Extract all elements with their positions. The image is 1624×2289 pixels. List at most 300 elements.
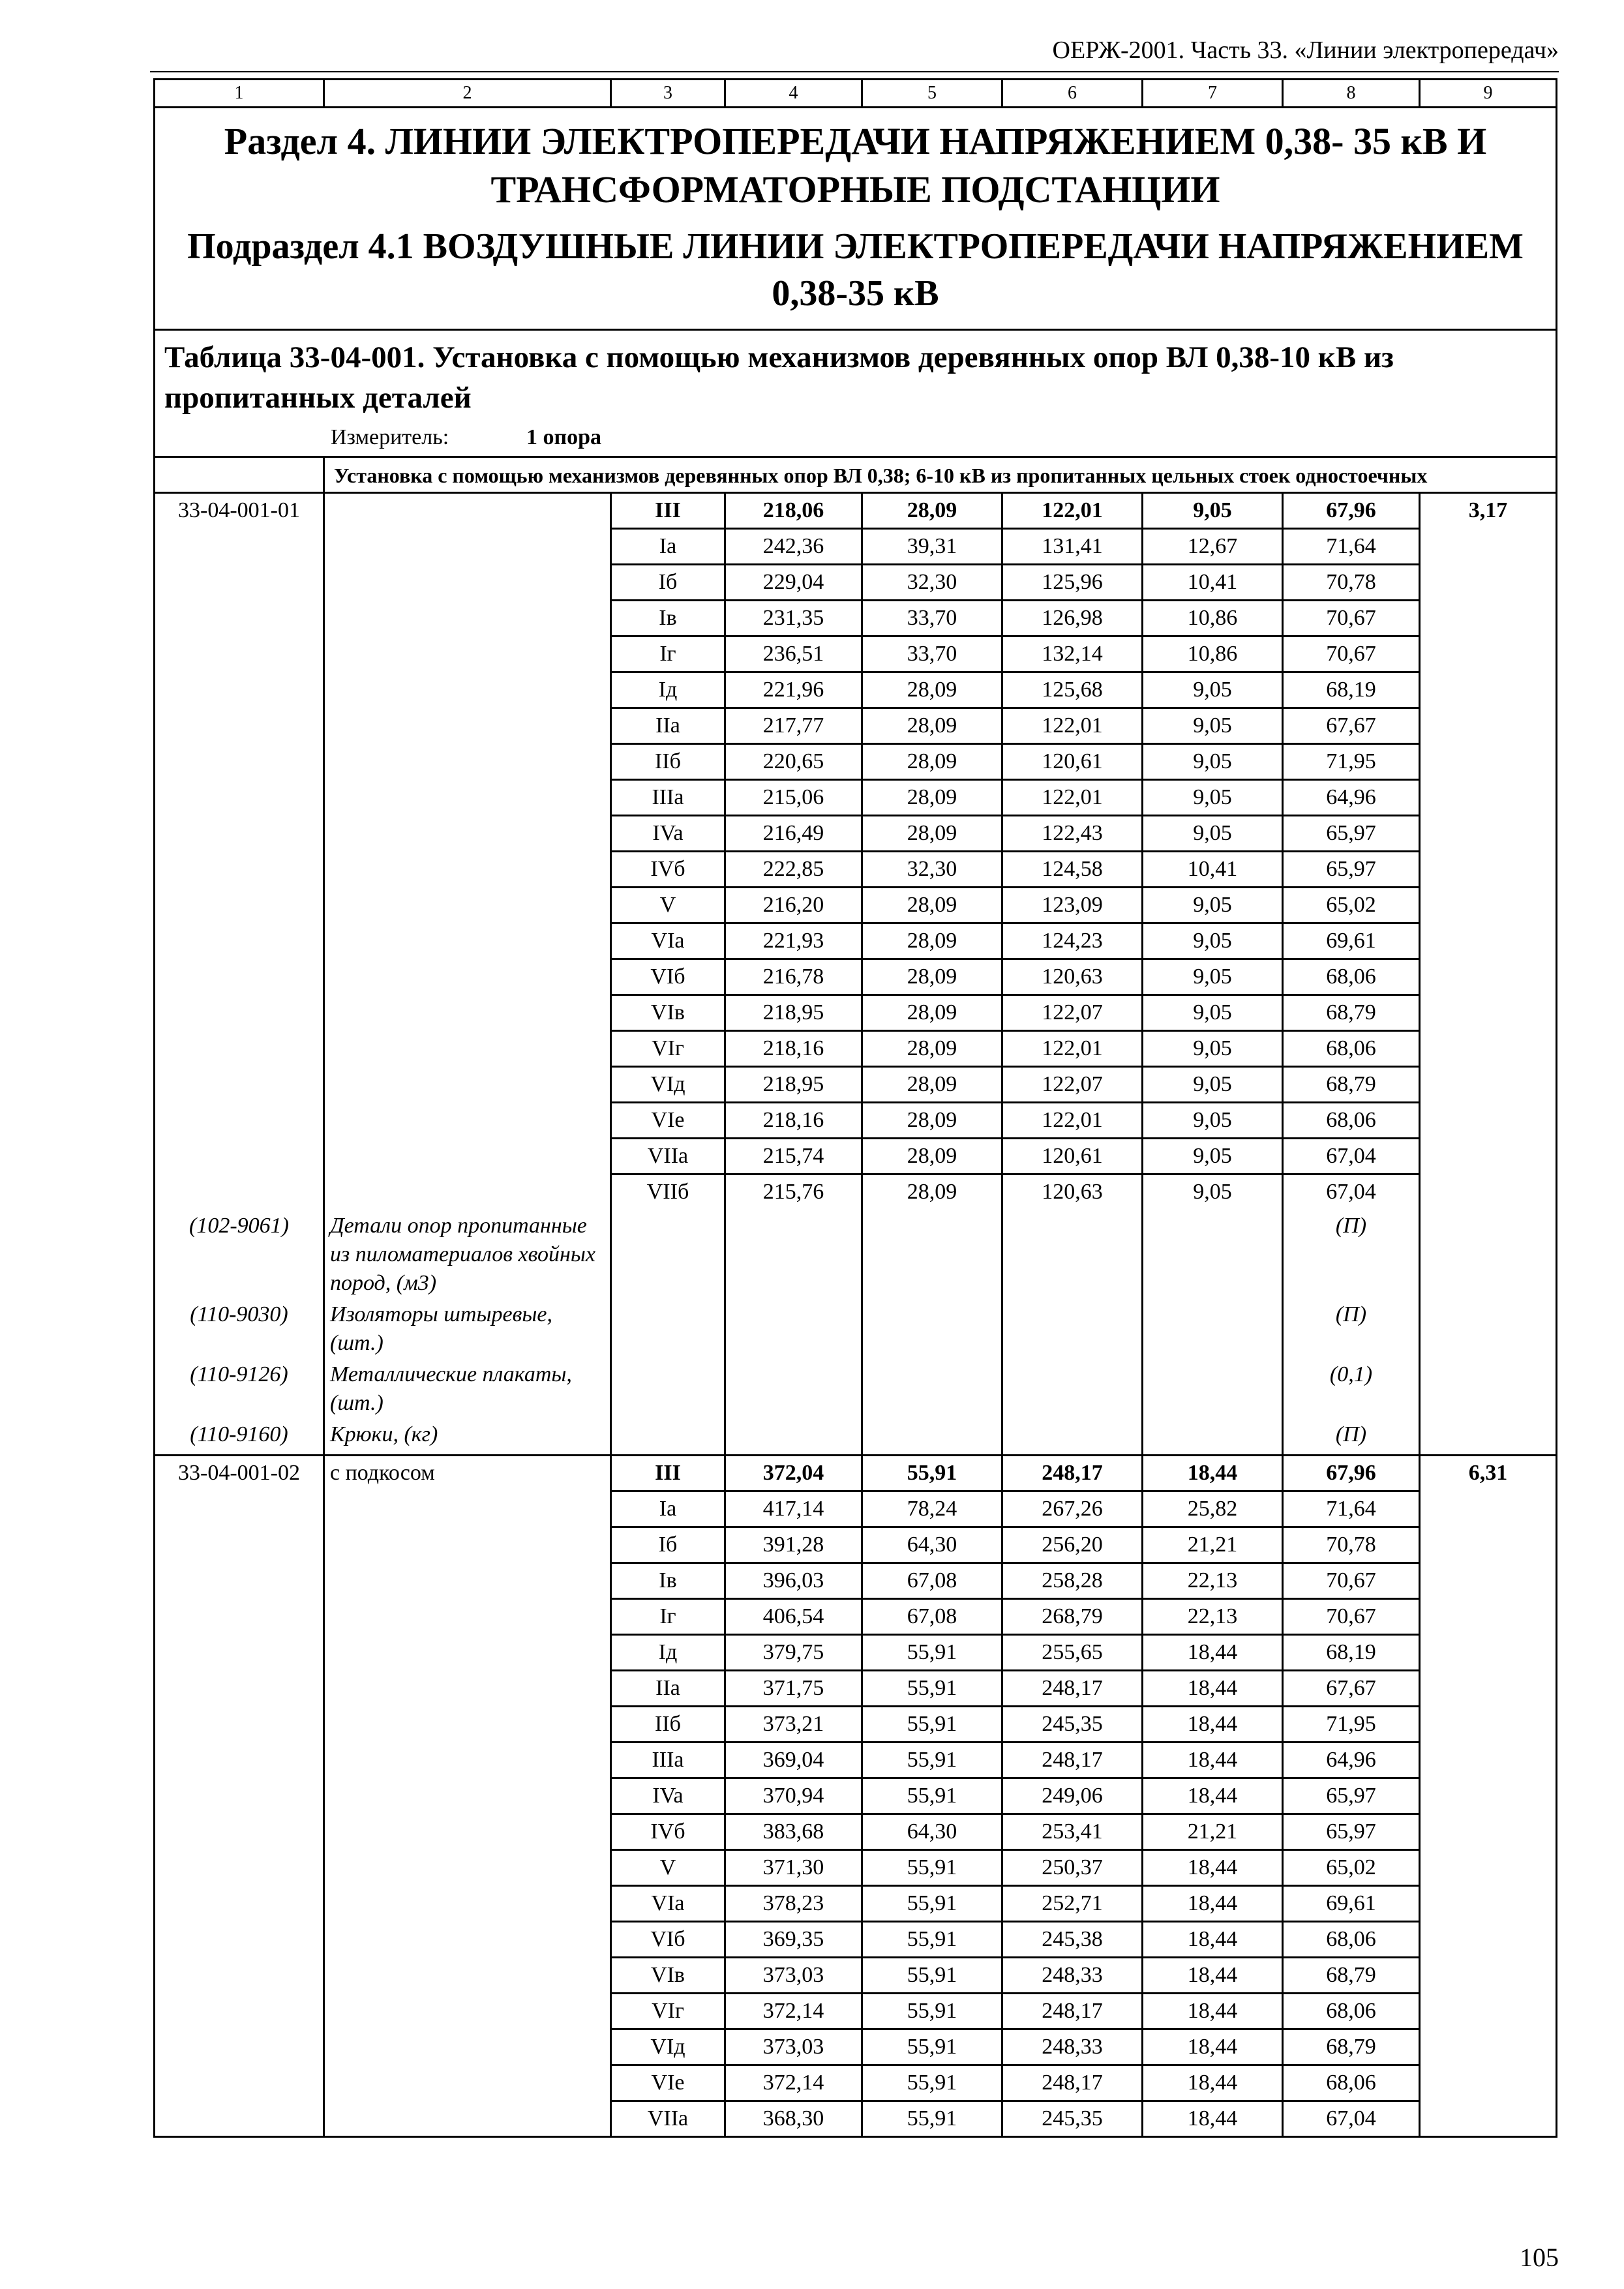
rate-name-cell bbox=[324, 959, 611, 995]
zone-label: Ia bbox=[611, 1491, 725, 1527]
rate-value: 248,17 bbox=[1002, 1743, 1143, 1778]
empty-cell bbox=[1143, 1418, 1283, 1456]
material-code: (110-9126) bbox=[155, 1358, 324, 1418]
measure-label: Измеритель: bbox=[331, 425, 449, 449]
rate-value: 231,35 bbox=[725, 601, 862, 636]
column-number: 9 bbox=[1420, 80, 1557, 108]
rate-value: 9,05 bbox=[1143, 888, 1283, 923]
rate-value: 71,64 bbox=[1283, 1491, 1420, 1527]
rate-code-cell bbox=[155, 995, 324, 1031]
rate-value: 245,35 bbox=[1002, 2101, 1143, 2137]
rate-code-cell bbox=[155, 959, 324, 995]
rate-value: 369,04 bbox=[725, 1743, 862, 1778]
rate-value: 221,96 bbox=[725, 672, 862, 708]
zone-label: VIд bbox=[611, 2029, 725, 2065]
column-number: 6 bbox=[1002, 80, 1143, 108]
table-row bbox=[155, 1491, 1557, 1527]
rate-code-cell bbox=[155, 1103, 324, 1139]
rate-value: 255,65 bbox=[1002, 1635, 1143, 1671]
zone-label: Iв bbox=[611, 1563, 725, 1599]
table-row bbox=[155, 1174, 1557, 1210]
rate-value: 67,67 bbox=[1283, 1671, 1420, 1707]
rate-value: 256,20 bbox=[1002, 1527, 1143, 1563]
zone-label: VIг bbox=[611, 1994, 725, 2029]
labor-cell bbox=[1420, 995, 1557, 1031]
labor-cell bbox=[1420, 816, 1557, 852]
empty-cell bbox=[1420, 1418, 1557, 1456]
table-row bbox=[155, 888, 1557, 923]
rate-value: 248,17 bbox=[1002, 2065, 1143, 2101]
rate-value: 218,16 bbox=[725, 1031, 862, 1067]
rate-code-cell bbox=[155, 1527, 324, 1563]
rate-value: 25,82 bbox=[1143, 1491, 1283, 1527]
rate-value: 55,91 bbox=[862, 1671, 1002, 1707]
rate-value: 18,44 bbox=[1143, 2029, 1283, 2065]
rate-value: 28,09 bbox=[862, 995, 1002, 1031]
rate-value: 126,98 bbox=[1002, 601, 1143, 636]
rate-value: 18,44 bbox=[1143, 1635, 1283, 1671]
rate-value: 215,06 bbox=[725, 780, 862, 816]
rate-code-cell bbox=[155, 2065, 324, 2101]
rate-value: 122,01 bbox=[1002, 1031, 1143, 1067]
rate-name-cell bbox=[324, 1103, 611, 1139]
labor-cell bbox=[1420, 672, 1557, 708]
rate-value: 9,05 bbox=[1143, 672, 1283, 708]
table-row bbox=[155, 1743, 1557, 1778]
rate-value: 122,07 bbox=[1002, 1067, 1143, 1103]
rate-value: 68,19 bbox=[1283, 672, 1420, 708]
rate-value: 245,35 bbox=[1002, 1707, 1143, 1743]
rate-value: 120,61 bbox=[1002, 1139, 1143, 1174]
table-row bbox=[155, 780, 1557, 816]
rate-name-cell bbox=[324, 1850, 611, 1886]
empty-cell bbox=[1002, 1298, 1143, 1358]
rate-value: 125,96 bbox=[1002, 565, 1143, 601]
rate-code-cell bbox=[155, 852, 324, 888]
table-row bbox=[155, 744, 1557, 780]
zone-label: IIIa bbox=[611, 1743, 725, 1778]
column-number: 4 bbox=[725, 80, 862, 108]
labor-cell bbox=[1420, 1635, 1557, 1671]
rate-code-cell bbox=[155, 1491, 324, 1527]
table-title-row bbox=[155, 330, 1557, 457]
material-code: (110-9030) bbox=[155, 1298, 324, 1358]
zone-label: VIa bbox=[611, 923, 725, 959]
table-row bbox=[155, 1958, 1557, 1994]
rate-value: 68,79 bbox=[1283, 1067, 1420, 1103]
material-code: (110-9160) bbox=[155, 1418, 324, 1456]
rate-value: 28,09 bbox=[862, 1031, 1002, 1067]
rate-value: 64,30 bbox=[862, 1527, 1002, 1563]
rate-name-cell bbox=[324, 1031, 611, 1067]
table-row bbox=[155, 1671, 1557, 1707]
rate-value: 131,41 bbox=[1002, 529, 1143, 565]
rate-value: 18,44 bbox=[1143, 1671, 1283, 1707]
rate-value: 67,96 bbox=[1283, 493, 1420, 529]
rate-name-cell bbox=[324, 2065, 611, 2101]
table-row bbox=[155, 672, 1557, 708]
material-name: Изоляторы штыревые, (шт.) bbox=[324, 1298, 611, 1358]
zone-label: V bbox=[611, 1850, 725, 1886]
measure-value: 1 опора bbox=[526, 425, 601, 449]
zone-label: IIa bbox=[611, 708, 725, 744]
rate-value: 391,28 bbox=[725, 1527, 862, 1563]
rate-value: 120,63 bbox=[1002, 959, 1143, 995]
rate-value: 68,06 bbox=[1283, 1994, 1420, 2029]
rate-name-cell bbox=[324, 601, 611, 636]
rate-value: 383,68 bbox=[725, 1814, 862, 1850]
labor-cell bbox=[1420, 708, 1557, 744]
rate-value: 18,44 bbox=[1143, 1850, 1283, 1886]
rate-value: 67,08 bbox=[862, 1563, 1002, 1599]
rate-value: 55,91 bbox=[862, 1994, 1002, 2029]
rate-value: 64,96 bbox=[1283, 780, 1420, 816]
rate-value: 372,04 bbox=[725, 1456, 862, 1491]
rate-code-cell bbox=[155, 1635, 324, 1671]
zone-label: Ia bbox=[611, 529, 725, 565]
rate-code-cell bbox=[155, 565, 324, 601]
zone-label: Iб bbox=[611, 565, 725, 601]
rate-value: 65,02 bbox=[1283, 888, 1420, 923]
table-title: Таблица 33-04-001. Установка с помощью механизмов деревянных опор ВЛ 0,38-10 кВ из пропитанных деталей bbox=[164, 340, 1394, 415]
rate-value: 373,03 bbox=[725, 1958, 862, 1994]
rate-value: 123,09 bbox=[1002, 888, 1143, 923]
material-row bbox=[155, 1358, 1557, 1418]
rate-value: 70,78 bbox=[1283, 565, 1420, 601]
rate-code-cell bbox=[155, 1563, 324, 1599]
rate-value: 55,91 bbox=[862, 1958, 1002, 1994]
rate-value: 122,01 bbox=[1002, 493, 1143, 529]
zone-label: VIa bbox=[611, 1886, 725, 1922]
subtitle-spacer bbox=[155, 457, 324, 493]
rate-value: 33,70 bbox=[862, 601, 1002, 636]
table-row bbox=[155, 601, 1557, 636]
zone-label: VIIa bbox=[611, 2101, 725, 2137]
column-number: 2 bbox=[324, 80, 611, 108]
rate-value: 18,44 bbox=[1143, 1707, 1283, 1743]
rate-value: 236,51 bbox=[725, 636, 862, 672]
rate-value: 378,23 bbox=[725, 1886, 862, 1922]
subtitle-row bbox=[155, 457, 1557, 493]
rate-value: 21,21 bbox=[1143, 1527, 1283, 1563]
labor-cell bbox=[1420, 1814, 1557, 1850]
rate-value: 18,44 bbox=[1143, 1456, 1283, 1491]
rate-value: 216,20 bbox=[725, 888, 862, 923]
labor-cell bbox=[1420, 1031, 1557, 1067]
table-row bbox=[155, 1778, 1557, 1814]
labor-cell bbox=[1420, 1527, 1557, 1563]
rate-name-cell bbox=[324, 529, 611, 565]
rate-value: 9,05 bbox=[1143, 744, 1283, 780]
rate-value: 267,26 bbox=[1002, 1491, 1143, 1527]
table-row bbox=[155, 1527, 1557, 1563]
rate-name-cell bbox=[324, 923, 611, 959]
rate-name-cell bbox=[324, 1527, 611, 1563]
rate-value: 217,77 bbox=[725, 708, 862, 744]
rate-value: 12,67 bbox=[1143, 529, 1283, 565]
table-row bbox=[155, 1886, 1557, 1922]
rate-value: 28,09 bbox=[862, 888, 1002, 923]
rate-code-cell bbox=[155, 672, 324, 708]
rate-value: 78,24 bbox=[862, 1491, 1002, 1527]
empty-cell bbox=[1002, 1358, 1143, 1418]
labor-cell bbox=[1420, 636, 1557, 672]
section-header-row bbox=[155, 108, 1557, 330]
rate-value: 70,67 bbox=[1283, 1599, 1420, 1635]
material-name: Детали опор пропитанные из пиломатериалов хвойных пород, (м3) bbox=[324, 1209, 611, 1298]
rate-value: 28,09 bbox=[862, 1103, 1002, 1139]
rate-value: 10,86 bbox=[1143, 601, 1283, 636]
table-row bbox=[155, 1922, 1557, 1958]
material-value: (0,1) bbox=[1283, 1358, 1420, 1418]
rate-value: 218,06 bbox=[725, 493, 862, 529]
rate-code: 33-04-001-02 bbox=[155, 1456, 324, 1491]
table-row bbox=[155, 1814, 1557, 1850]
labor-cell bbox=[1420, 1886, 1557, 1922]
rate-value: 28,09 bbox=[862, 959, 1002, 995]
rate-value: 55,91 bbox=[862, 1456, 1002, 1491]
zone-label: Iг bbox=[611, 636, 725, 672]
rate-code-cell bbox=[155, 1599, 324, 1635]
rate-value: 124,23 bbox=[1002, 923, 1143, 959]
rate-name-cell bbox=[324, 1599, 611, 1635]
rate-code-cell bbox=[155, 1778, 324, 1814]
zone-label: VIд bbox=[611, 1067, 725, 1103]
labor-cell bbox=[1420, 1599, 1557, 1635]
rate-value: 68,19 bbox=[1283, 1635, 1420, 1671]
rate-value: 9,05 bbox=[1143, 780, 1283, 816]
rate-code-cell bbox=[155, 1850, 324, 1886]
rate-name-cell bbox=[324, 1635, 611, 1671]
rate-name-cell bbox=[324, 888, 611, 923]
rate-value: 18,44 bbox=[1143, 1743, 1283, 1778]
rate-name-cell bbox=[324, 1778, 611, 1814]
rates-table bbox=[153, 78, 1557, 2138]
empty-cell bbox=[1143, 1298, 1283, 1358]
rate-value: 248,17 bbox=[1002, 1456, 1143, 1491]
table-row bbox=[155, 1635, 1557, 1671]
table-row bbox=[155, 1067, 1557, 1103]
rate-value: 369,35 bbox=[725, 1922, 862, 1958]
labor-cell bbox=[1420, 1103, 1557, 1139]
measure-line bbox=[164, 423, 1546, 452]
table-row bbox=[155, 2101, 1557, 2137]
table-row bbox=[155, 1850, 1557, 1886]
empty-cell bbox=[611, 1358, 725, 1418]
rate-value: 65,97 bbox=[1283, 1814, 1420, 1850]
rate-value: 268,79 bbox=[1002, 1599, 1143, 1635]
rate-value: 9,05 bbox=[1143, 708, 1283, 744]
page-number: 105 bbox=[1520, 2243, 1559, 2272]
rate-value: 55,91 bbox=[862, 1707, 1002, 1743]
zone-label: Iд bbox=[611, 672, 725, 708]
rate-value: 220,65 bbox=[725, 744, 862, 780]
labor-cell bbox=[1420, 1778, 1557, 1814]
rate-value: 28,09 bbox=[862, 923, 1002, 959]
rate-value: 372,14 bbox=[725, 2065, 862, 2101]
rate-value: 9,05 bbox=[1143, 493, 1283, 529]
rate-value: 371,75 bbox=[725, 1671, 862, 1707]
rate-name-cell bbox=[324, 816, 611, 852]
empty-cell bbox=[862, 1209, 1002, 1298]
rate-value: 253,41 bbox=[1002, 1814, 1143, 1850]
rate-value: 69,61 bbox=[1283, 1886, 1420, 1922]
rate-code-cell bbox=[155, 780, 324, 816]
rate-value: 22,13 bbox=[1143, 1599, 1283, 1635]
rate-value: 65,02 bbox=[1283, 1850, 1420, 1886]
rate-value: 70,67 bbox=[1283, 601, 1420, 636]
table-row bbox=[155, 923, 1557, 959]
table-row bbox=[155, 708, 1557, 744]
rate-value: 18,44 bbox=[1143, 1886, 1283, 1922]
rate-code-cell bbox=[155, 744, 324, 780]
material-value: (П) bbox=[1283, 1298, 1420, 1358]
rate-value: 122,01 bbox=[1002, 780, 1143, 816]
rate-value: 10,86 bbox=[1143, 636, 1283, 672]
zone-label: Iб bbox=[611, 1527, 725, 1563]
zone-label: VIб bbox=[611, 1922, 725, 1958]
labor-cell bbox=[1420, 1563, 1557, 1599]
rate-value: 122,01 bbox=[1002, 1103, 1143, 1139]
rate-code-cell bbox=[155, 708, 324, 744]
column-number: 7 bbox=[1143, 80, 1283, 108]
table-row bbox=[155, 2065, 1557, 2101]
rate-name-cell bbox=[324, 1886, 611, 1922]
rate-value: 28,09 bbox=[862, 1139, 1002, 1174]
empty-cell bbox=[862, 1358, 1002, 1418]
rate-value: 33,70 bbox=[862, 636, 1002, 672]
labor-cell bbox=[1420, 1958, 1557, 1994]
rate-code-cell bbox=[155, 601, 324, 636]
zone-label: VIг bbox=[611, 1031, 725, 1067]
rate-value: 69,61 bbox=[1283, 923, 1420, 959]
labor-cell bbox=[1420, 1067, 1557, 1103]
material-name: Крюки, (кг) bbox=[324, 1418, 611, 1456]
rate-name-cell bbox=[324, 1671, 611, 1707]
rate-value: 68,06 bbox=[1283, 2065, 1420, 2101]
table-row bbox=[155, 1599, 1557, 1635]
rate-code-cell bbox=[155, 1922, 324, 1958]
rate-value: 18,44 bbox=[1143, 2101, 1283, 2137]
rate-code-cell bbox=[155, 923, 324, 959]
rate-name-cell bbox=[324, 1814, 611, 1850]
rate-value: 18,44 bbox=[1143, 1778, 1283, 1814]
rate-value: 10,41 bbox=[1143, 565, 1283, 601]
table-title-cell bbox=[155, 330, 1557, 457]
empty-cell bbox=[611, 1209, 725, 1298]
rate-value: 68,06 bbox=[1283, 1922, 1420, 1958]
empty-cell bbox=[1420, 1358, 1557, 1418]
rate-value: 65,97 bbox=[1283, 1778, 1420, 1814]
rate-code-cell bbox=[155, 1958, 324, 1994]
rate-value: 258,28 bbox=[1002, 1563, 1143, 1599]
zone-label: Iг bbox=[611, 1599, 725, 1635]
rate-value: 372,14 bbox=[725, 1994, 862, 2029]
rate-code-cell bbox=[155, 2029, 324, 2065]
rate-name-cell bbox=[324, 1174, 611, 1210]
zone-label: IVa bbox=[611, 1778, 725, 1814]
column-number-row bbox=[155, 80, 1557, 108]
material-row bbox=[155, 1209, 1557, 1298]
rate-name-cell bbox=[324, 565, 611, 601]
rate-value: 55,91 bbox=[862, 2029, 1002, 2065]
rate-value: 68,79 bbox=[1283, 995, 1420, 1031]
column-number: 3 bbox=[611, 80, 725, 108]
empty-cell bbox=[725, 1418, 862, 1456]
rate-name-cell bbox=[324, 852, 611, 888]
rate-value: 55,91 bbox=[862, 2065, 1002, 2101]
table-row bbox=[155, 1456, 1557, 1491]
rate-value: 370,94 bbox=[725, 1778, 862, 1814]
section-title: Раздел 4. ЛИНИИ ЭЛЕКТРОПЕРЕДАЧИ НАПРЯЖЕНИЕМ 0,38- 35 кВ И ТРАНСФОРМАТОРНЫЕ ПОДСТАНЦИИ bbox=[224, 120, 1487, 211]
rate-name bbox=[324, 493, 611, 529]
material-row bbox=[155, 1298, 1557, 1358]
zone-label: VIIa bbox=[611, 1139, 725, 1174]
rate-value: 70,67 bbox=[1283, 636, 1420, 672]
rate-value: 64,96 bbox=[1283, 1743, 1420, 1778]
rate-value: 32,30 bbox=[862, 852, 1002, 888]
rate-value: 252,71 bbox=[1002, 1886, 1143, 1922]
rate-value: 9,05 bbox=[1143, 816, 1283, 852]
rate-value: 248,33 bbox=[1002, 2029, 1143, 2065]
zone-label: VIe bbox=[611, 2065, 725, 2101]
labor-cell bbox=[1420, 2101, 1557, 2137]
zone-label: IIб bbox=[611, 1707, 725, 1743]
running-header: ОЕРЖ-2001. Часть 33. «Линии электропередач» bbox=[1052, 37, 1559, 64]
rate-name-cell bbox=[324, 2029, 611, 2065]
table-row bbox=[155, 959, 1557, 995]
rate-value: 67,08 bbox=[862, 1599, 1002, 1635]
section-header-cell bbox=[155, 108, 1557, 330]
rate-value: 248,33 bbox=[1002, 1958, 1143, 1994]
rate-value: 9,05 bbox=[1143, 923, 1283, 959]
table-row bbox=[155, 1031, 1557, 1067]
rate-value: 250,37 bbox=[1002, 1850, 1143, 1886]
rate-code-cell bbox=[155, 1814, 324, 1850]
labor-cell bbox=[1420, 1174, 1557, 1210]
rate-value: 22,13 bbox=[1143, 1563, 1283, 1599]
rate-value: 55,91 bbox=[862, 1922, 1002, 1958]
labor-cell bbox=[1420, 1850, 1557, 1886]
rate-value: 221,93 bbox=[725, 923, 862, 959]
labor-value: 3,17 bbox=[1420, 493, 1557, 529]
labor-cell bbox=[1420, 1139, 1557, 1174]
rate-value: 9,05 bbox=[1143, 1174, 1283, 1210]
zone-label: IVб bbox=[611, 852, 725, 888]
rate-code-cell bbox=[155, 1886, 324, 1922]
rate-value: 245,38 bbox=[1002, 1922, 1143, 1958]
rate-value: 18,44 bbox=[1143, 1958, 1283, 1994]
empty-cell bbox=[725, 1298, 862, 1358]
rate-code-cell bbox=[155, 1031, 324, 1067]
rate-value: 28,09 bbox=[862, 493, 1002, 529]
table-row bbox=[155, 636, 1557, 672]
rate-code: 33-04-001-01 bbox=[155, 493, 324, 529]
rate-value: 32,30 bbox=[862, 565, 1002, 601]
rate-value: 71,95 bbox=[1283, 744, 1420, 780]
rate-value: 122,01 bbox=[1002, 708, 1143, 744]
material-value: (П) bbox=[1283, 1418, 1420, 1456]
subtitle: Установка с помощью механизмов деревянных опор ВЛ 0,38; 6-10 кВ из пропитанных цельных стоек одностоечных bbox=[324, 457, 1557, 493]
empty-cell bbox=[1002, 1209, 1143, 1298]
rate-value: 249,06 bbox=[1002, 1778, 1143, 1814]
rate-value: 242,36 bbox=[725, 529, 862, 565]
rate-value: 65,97 bbox=[1283, 816, 1420, 852]
rate-value: 120,63 bbox=[1002, 1174, 1143, 1210]
material-name: Металлические плакаты, (шт.) bbox=[324, 1358, 611, 1418]
rate-value: 229,04 bbox=[725, 565, 862, 601]
labor-cell bbox=[1420, 852, 1557, 888]
